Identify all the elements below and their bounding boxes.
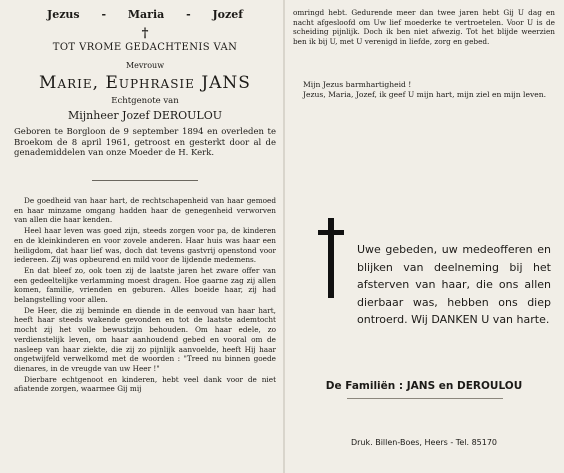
divider — [92, 180, 198, 181]
prayer-line: Mijn Jezus barmhartigheid ! — [303, 80, 412, 89]
spouse-name: Mijnheer Jozef DEROULOU — [67, 109, 223, 122]
tribute-paragraph: En dat bleef zo, ook toen zij de laatste jaren het zware offer van een gedeeltelijke verlamming moest dragen. Hoe gaarne zag zij allen komen, familie, vrienden en geburen. Alles boeide haar, zij had belangstelling voor allen. — [14, 265, 276, 305]
prayers — [293, 80, 555, 100]
tribute-paragraph: De Heer, die zij beminde en diende in de eenvoud van haar hart, heeft haar steeds wakende gevonden en tot de laatste ademtocht mocht zij het volle bewustzijn behouden. Om haar edele, zo verdienstelijk leven, om haar aanhoudend gebed en vooral om de nasleep van haar ziekte, die zij zo pijnlijk aanvoelde, heeft Hij haar ongetwijfeld verwelkomd met de woorden : "Treed nu binnen goede dienares, in de vreugde van uw Heer !" — [14, 305, 276, 373]
continuation-text: omringd hebt. Gedurende meer dan twee jaren hebt Gij U dag en nacht afgesloofd om Uw lief moederke te vertroetelen. Voor U is de scheiding pijnlijk. Doch ik ben niet afwezig. Tot het blijde weerzien ben ik bij U, met U verenigd in liefde, zorg en gebed. — [293, 8, 555, 46]
cross-icon — [318, 218, 344, 298]
tribute-text — [14, 196, 276, 395]
spouse-label: Echtgenote van — [111, 96, 179, 106]
deceased-name: Marie, Euphrasie JANS — [39, 73, 251, 93]
families-signature: De Familiën : JANS en DEROULOU — [325, 380, 523, 392]
tribute-paragraph: Heel haar leven was goed zijn, steeds zorgen voor pa, de kinderen en de kleinkinderen en voor zovele anderen. Haar huis was haar een heiligdom, dat haar lief was, doch dat tevens gastvrij openstond voor iedereen. Zij was opbeurend en mild voor de lijdende medemens. — [14, 226, 276, 265]
thanks-text: Uwe gebeden, uw medeofferen en blijken van deelneming bij het afsterven van haar, die ons allen dierbaar was, hebben ons diep ontroerd. Wij DANKEN U van harte. — [357, 243, 551, 326]
prayer-line: Jezus, Maria, Jozef, ik geef U mijn hart, mijn ziel en mijn leven. — [303, 89, 547, 99]
small-cross-icon: † — [141, 26, 149, 41]
right-page — [293, 0, 555, 473]
card-fold — [283, 0, 285, 473]
bio-paragraph: Geboren te Borgloon de 9 september 1894 en overleden te Broekom de 8 april 1961, getroost en gesterkt door al de genademiddelen van onze Moeder de H. Kerk. — [14, 127, 276, 158]
left-page — [14, 0, 276, 473]
tribute-paragraph: De goedheid van haar hart, de rechtschapenheid van haar gemoed en haar minzame omgang hadden haar de genegenheid verworven van allen die haar kenden. — [14, 196, 276, 225]
divider — [347, 398, 503, 399]
memory-line: TOT VROME GEDACHTENIS VAN — [52, 42, 238, 53]
tribute-paragraph: Dierbare echtgenoot en kinderen, hebt veel dank voor de niet afiatende zorgen, waarmee Gij mij — [14, 374, 276, 394]
title-word: Mevrouw — [125, 61, 165, 70]
printer-line: Druk. Billen-Boes, Heers - Tel. 85170 — [350, 438, 498, 447]
invocation: Jezus - Maria - Jozef — [46, 8, 243, 21]
